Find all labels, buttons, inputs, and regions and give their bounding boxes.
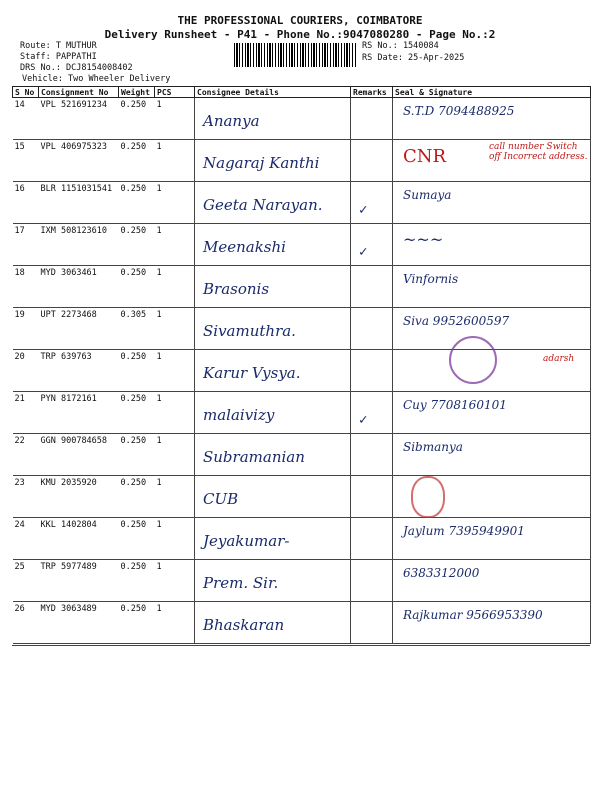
cell-pcs: 1 bbox=[155, 182, 195, 224]
cell-cons: VPL 521691234 bbox=[39, 98, 119, 140]
cell-pcs: 1 bbox=[155, 560, 195, 602]
cell-pcs: 1 bbox=[155, 266, 195, 308]
table-row bbox=[13, 266, 591, 308]
col-consignment: Consignment No bbox=[39, 87, 119, 98]
cell-remarks bbox=[351, 182, 393, 224]
table-row bbox=[13, 140, 591, 182]
drs-label: DRS No.: DCJ8154008402 bbox=[20, 63, 133, 73]
cell-pcs: 1 bbox=[155, 350, 195, 392]
cell-pcs: 1 bbox=[155, 518, 195, 560]
cell-sno: 25 bbox=[13, 560, 39, 602]
table-row bbox=[13, 392, 591, 434]
cell-pcs: 1 bbox=[155, 98, 195, 140]
cell-weight: 0.250 bbox=[119, 140, 155, 182]
cell-consignee bbox=[195, 476, 351, 518]
consignee-handwriting: Jeyakumar- bbox=[203, 532, 290, 550]
tick-mark: ✓ bbox=[359, 202, 368, 218]
cell-cons: VPL 406975323 bbox=[39, 140, 119, 182]
cell-weight: 0.305 bbox=[119, 308, 155, 350]
signature-handwriting: Jaylum 7395949901 bbox=[403, 524, 525, 538]
cell-pcs: 1 bbox=[155, 476, 195, 518]
red-annotation: call number Switch off Incorrect address. bbox=[489, 142, 588, 162]
cell-remarks bbox=[351, 602, 393, 644]
table-row bbox=[13, 350, 591, 392]
cell-signature bbox=[393, 434, 591, 476]
table-row bbox=[13, 434, 591, 476]
cell-cons: TRP 5977489 bbox=[39, 560, 119, 602]
cell-signature bbox=[393, 140, 591, 182]
cell-pcs: 1 bbox=[155, 392, 195, 434]
col-signature: Seal & Signature bbox=[393, 87, 591, 98]
cell-consignee bbox=[195, 98, 351, 140]
cell-sno: 18 bbox=[13, 266, 39, 308]
rs-date: RS Date: 25-Apr-2025 bbox=[362, 53, 465, 63]
cell-signature bbox=[393, 98, 591, 140]
col-pcs: PCS bbox=[155, 87, 195, 98]
cell-consignee bbox=[195, 434, 351, 476]
cell-cons: MYD 3063461 bbox=[39, 266, 119, 308]
cell-remarks bbox=[351, 308, 393, 350]
consignee-handwriting: CUB bbox=[203, 490, 239, 508]
cell-consignee bbox=[195, 560, 351, 602]
table-row bbox=[13, 98, 591, 140]
cell-weight: 0.250 bbox=[119, 602, 155, 644]
cell-weight: 0.250 bbox=[119, 350, 155, 392]
table-row bbox=[13, 518, 591, 560]
cell-signature bbox=[393, 308, 591, 350]
cell-cons: KKL 1402804 bbox=[39, 518, 119, 560]
signature-handwriting: S.T.D 7094488925 bbox=[403, 104, 515, 118]
consignee-handwriting: Meenakshi bbox=[203, 238, 286, 256]
barcode-image bbox=[234, 43, 356, 67]
cell-weight: 0.250 bbox=[119, 98, 155, 140]
consignee-handwriting: Nagaraj Kanthi bbox=[203, 154, 320, 172]
table-header-row bbox=[13, 87, 591, 98]
cell-signature bbox=[393, 518, 591, 560]
table-row bbox=[13, 476, 591, 518]
cell-weight: 0.250 bbox=[119, 182, 155, 224]
cell-cons: UPT 2273468 bbox=[39, 308, 119, 350]
runsheet-table bbox=[12, 86, 591, 644]
cell-remarks bbox=[351, 98, 393, 140]
col-remarks: Remarks bbox=[351, 87, 393, 98]
signature-handwriting: Sibmanya bbox=[403, 440, 463, 454]
table-row bbox=[13, 182, 591, 224]
cell-remarks bbox=[351, 392, 393, 434]
table-bottom-rule bbox=[12, 645, 590, 646]
cell-cons: TRP 639763 bbox=[39, 350, 119, 392]
table-row bbox=[13, 308, 591, 350]
signature-handwriting: Vinfornis bbox=[403, 272, 459, 286]
consignee-handwriting: Karur Vysya. bbox=[203, 364, 301, 382]
tick-mark: ✓ bbox=[359, 412, 368, 428]
cell-consignee bbox=[195, 602, 351, 644]
cell-pcs: 1 bbox=[155, 602, 195, 644]
cell-pcs: 1 bbox=[155, 434, 195, 476]
cell-remarks bbox=[351, 476, 393, 518]
signature-handwriting: Sumaya bbox=[403, 188, 452, 202]
cell-consignee bbox=[195, 518, 351, 560]
cell-weight: 0.250 bbox=[119, 434, 155, 476]
cell-weight: 0.250 bbox=[119, 266, 155, 308]
runsheet-subtitle: Delivery Runsheet - P41 - Phone No.:9047080280 - Page No.:2 bbox=[104, 28, 496, 41]
cell-signature bbox=[393, 602, 591, 644]
cell-signature bbox=[393, 266, 591, 308]
cell-consignee bbox=[195, 392, 351, 434]
cell-sno: 22 bbox=[13, 434, 39, 476]
signature-handwriting: CNR bbox=[403, 146, 447, 167]
cell-remarks bbox=[351, 140, 393, 182]
bank-seal-stamp bbox=[449, 336, 497, 384]
cell-signature bbox=[393, 350, 591, 392]
consignee-handwriting: Ananya bbox=[203, 112, 260, 130]
cell-sno: 19 bbox=[13, 308, 39, 350]
cell-signature bbox=[393, 560, 591, 602]
cell-consignee bbox=[195, 266, 351, 308]
cell-weight: 0.250 bbox=[119, 518, 155, 560]
cell-signature bbox=[393, 224, 591, 266]
cell-consignee bbox=[195, 224, 351, 266]
col-consignee: Consignee Details bbox=[195, 87, 351, 98]
cell-weight: 0.250 bbox=[119, 476, 155, 518]
cell-sno: 16 bbox=[13, 182, 39, 224]
red-annotation: adarsh bbox=[543, 354, 575, 364]
table-row bbox=[13, 602, 591, 644]
cell-sno: 21 bbox=[13, 392, 39, 434]
consignee-handwriting: Subramanian bbox=[203, 448, 305, 466]
cell-sno: 20 bbox=[13, 350, 39, 392]
cell-cons: PYN 8172161 bbox=[39, 392, 119, 434]
consignee-handwriting: Geeta Narayan. bbox=[203, 196, 323, 214]
cell-pcs: 1 bbox=[155, 140, 195, 182]
col-weight: Weight bbox=[119, 87, 155, 98]
cell-cons: BLR 1151031541 bbox=[39, 182, 119, 224]
company-title: THE PROFESSIONAL COURIERS, COIMBATORE bbox=[177, 14, 423, 27]
cell-consignee bbox=[195, 140, 351, 182]
cell-pcs: 1 bbox=[155, 308, 195, 350]
tick-mark: ✓ bbox=[359, 244, 368, 260]
vehicle-label: Vehicle: Two Wheeler Delivery bbox=[22, 74, 171, 84]
cell-consignee bbox=[195, 308, 351, 350]
signature-scribble: ~~~ bbox=[403, 230, 444, 249]
cell-cons: MYD 3063489 bbox=[39, 602, 119, 644]
signature-handwriting: Rajkumar 9566953390 bbox=[403, 608, 543, 622]
red-seal-stamp bbox=[411, 476, 445, 518]
cell-sno: 15 bbox=[13, 140, 39, 182]
consignee-handwriting: malaivizy bbox=[203, 406, 275, 424]
cell-cons: IXM 508123610 bbox=[39, 224, 119, 266]
route-label: Route: T MUTHUR bbox=[20, 41, 97, 51]
cell-signature bbox=[393, 476, 591, 518]
cell-remarks bbox=[351, 518, 393, 560]
cell-remarks bbox=[351, 224, 393, 266]
cell-sno: 17 bbox=[13, 224, 39, 266]
signature-handwriting: 6383312000 bbox=[403, 566, 480, 580]
cell-remarks bbox=[351, 434, 393, 476]
consignee-handwriting: Brasonis bbox=[203, 280, 270, 298]
cell-weight: 0.250 bbox=[119, 224, 155, 266]
cell-signature bbox=[393, 392, 591, 434]
signature-handwriting: Cuy 7708160101 bbox=[403, 398, 507, 412]
table-row bbox=[13, 560, 591, 602]
cell-signature bbox=[393, 182, 591, 224]
cell-consignee bbox=[195, 350, 351, 392]
staff-label: Staff: PAPPATHI bbox=[20, 52, 97, 62]
cell-sno: 26 bbox=[13, 602, 39, 644]
cell-cons: GGN 900784658 bbox=[39, 434, 119, 476]
signature-handwriting: Siva 9952600597 bbox=[403, 314, 510, 328]
cell-remarks bbox=[351, 266, 393, 308]
table-row bbox=[13, 224, 591, 266]
consignee-handwriting: Prem. Sir. bbox=[203, 574, 279, 592]
cell-remarks bbox=[351, 560, 393, 602]
cell-pcs: 1 bbox=[155, 224, 195, 266]
cell-weight: 0.250 bbox=[119, 560, 155, 602]
consignee-handwriting: Bhaskaran bbox=[203, 616, 285, 634]
cell-remarks bbox=[351, 350, 393, 392]
cell-sno: 24 bbox=[13, 518, 39, 560]
cell-consignee bbox=[195, 182, 351, 224]
cell-weight: 0.250 bbox=[119, 392, 155, 434]
rs-number: RS No.: 1540084 bbox=[362, 41, 439, 51]
cell-sno: 23 bbox=[13, 476, 39, 518]
consignee-handwriting: Sivamuthra. bbox=[203, 322, 296, 340]
col-sno: S No bbox=[13, 87, 39, 98]
cell-sno: 14 bbox=[13, 98, 39, 140]
cell-cons: KMU 2035920 bbox=[39, 476, 119, 518]
